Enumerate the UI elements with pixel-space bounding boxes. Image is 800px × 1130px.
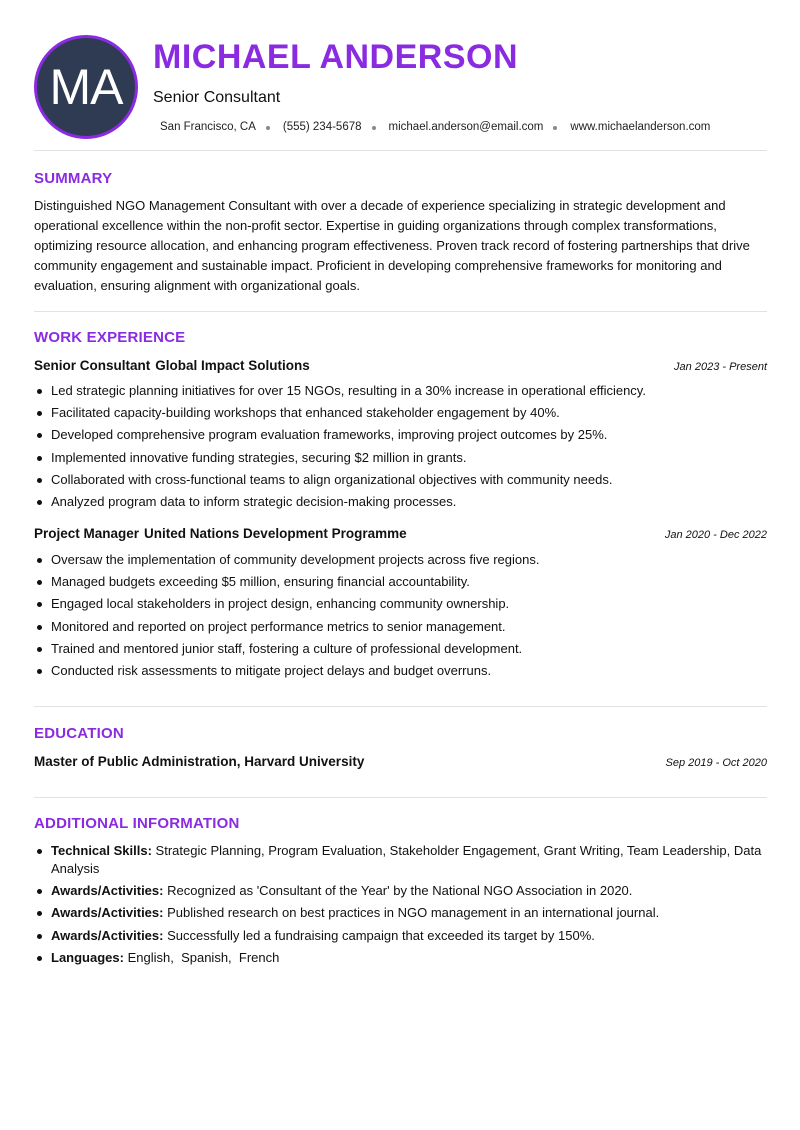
list-item bbox=[34, 949, 767, 967]
separator-dot bbox=[372, 126, 376, 130]
job-dates: Jan 2023 - Present bbox=[674, 361, 767, 373]
list-item bbox=[34, 904, 767, 922]
separator-dot bbox=[266, 126, 270, 130]
list-item: Analyzed program data to inform strategic decision-making processes. bbox=[34, 491, 767, 513]
job-role: Project Manager bbox=[34, 526, 140, 541]
item-label: Awards/Activities: bbox=[51, 883, 164, 899]
job-dates: Jan 2020 - Dec 2022 bbox=[664, 529, 767, 541]
divider bbox=[34, 150, 767, 151]
item-text: Published research on best practices in NGO management in an international journal. bbox=[167, 905, 660, 921]
list-item: Led strategic planning initiatives for over 15 NGOs, resulting in a 30% increase in operational efficiency. bbox=[34, 380, 767, 402]
job-role: Senior Consultant bbox=[34, 358, 151, 373]
divider bbox=[34, 797, 767, 798]
job-role-line bbox=[34, 526, 407, 541]
education-dates: Sep 2019 - Oct 2020 bbox=[665, 757, 767, 769]
summary-text: Distinguished NGO Management Consultant with over a decade of experience specializing in strategic development and operational excellence within the non-profit sector. Expertise in guiding organizations through complex transformations, optimizing resource allocation, and enhancing program effectiveness. Proven track record of fostering partnerships that drive community engagement and sustainable impact. Proficient in developing comprehensive frameworks for monitoring and evaluation, ensuring alignment with organizational goals. bbox=[34, 198, 750, 293]
list-item: Engaged local stakeholders in project design, enhancing community ownership. bbox=[34, 593, 767, 615]
list-item: Trained and mentored junior staff, fostering a culture of professional development. bbox=[34, 638, 767, 660]
separator-dot bbox=[553, 126, 557, 130]
item-text: English, Spanish, French bbox=[127, 949, 280, 965]
job-header bbox=[34, 526, 767, 541]
contact-location: San Francisco, CA bbox=[160, 121, 256, 133]
job-title: Senior Consultant bbox=[153, 89, 281, 106]
item-label: Technical Skills: bbox=[51, 843, 152, 858]
list-item: Collaborated with cross-functional teams to align organizational objectives with community needs. bbox=[34, 469, 767, 491]
job-organization: Global Impact Solutions bbox=[155, 358, 310, 373]
item-label: Awards/Activities: bbox=[51, 927, 164, 943]
job-header bbox=[34, 358, 767, 373]
list-item: Oversaw the implementation of community development projects across five regions. bbox=[34, 549, 767, 571]
education-entry bbox=[34, 754, 767, 769]
list-item bbox=[34, 882, 767, 900]
divider bbox=[34, 706, 767, 707]
contact-row bbox=[160, 121, 710, 133]
list-item: Conducted risk assessments to mitigate project delays and budget overruns. bbox=[34, 660, 767, 682]
contact-email[interactable]: michael.anderson@email.com bbox=[388, 121, 544, 133]
list-item bbox=[34, 842, 767, 878]
education-heading: EDUCATION bbox=[34, 725, 124, 742]
item-label: Awards/Activities: bbox=[51, 905, 164, 921]
candidate-name: MICHAEL ANDERSON bbox=[153, 38, 519, 76]
item-text: Successfully led a fundraising campaign that exceeded its target by 150%. bbox=[167, 927, 595, 943]
job-bullets bbox=[34, 549, 767, 682]
list-item: Implemented innovative funding strategies, securing $2 million in grants. bbox=[34, 447, 767, 469]
list-item: Facilitated capacity-building workshops that enhanced stakeholder engagement by 40%. bbox=[34, 402, 767, 424]
education-degree: Master of Public Administration, Harvard University bbox=[34, 754, 365, 769]
contact-phone[interactable]: (555) 234-5678 bbox=[282, 121, 362, 133]
additional-heading: ADDITIONAL INFORMATION bbox=[34, 815, 240, 832]
job-organization: United Nations Development Programme bbox=[144, 526, 407, 541]
experience-heading: WORK EXPERIENCE bbox=[34, 329, 186, 346]
divider bbox=[34, 311, 767, 312]
summary-heading: SUMMARY bbox=[34, 170, 113, 187]
item-text: Recognized as 'Consultant of the Year' by the National NGO Association in 2020. bbox=[167, 883, 633, 899]
job-role-line bbox=[34, 358, 310, 373]
avatar: MA bbox=[34, 35, 138, 139]
list-item: Monitored and reported on project performance metrics to senior management. bbox=[34, 616, 767, 638]
contact-website[interactable]: www.michaelanderson.com bbox=[570, 121, 711, 133]
list-item bbox=[34, 927, 767, 945]
job-bullets bbox=[34, 380, 767, 513]
list-item: Managed budgets exceeding $5 million, ensuring financial accountability. bbox=[34, 571, 767, 593]
additional-list bbox=[34, 842, 767, 971]
item-label: Languages: bbox=[51, 949, 124, 965]
list-item: Developed comprehensive program evaluation frameworks, improving project outcomes by 25%. bbox=[34, 424, 767, 446]
item-text: Strategic Planning, Program Evaluation, Stakeholder Engagement, Grant Writing, Team Leadership, Data Analysis bbox=[51, 843, 762, 876]
